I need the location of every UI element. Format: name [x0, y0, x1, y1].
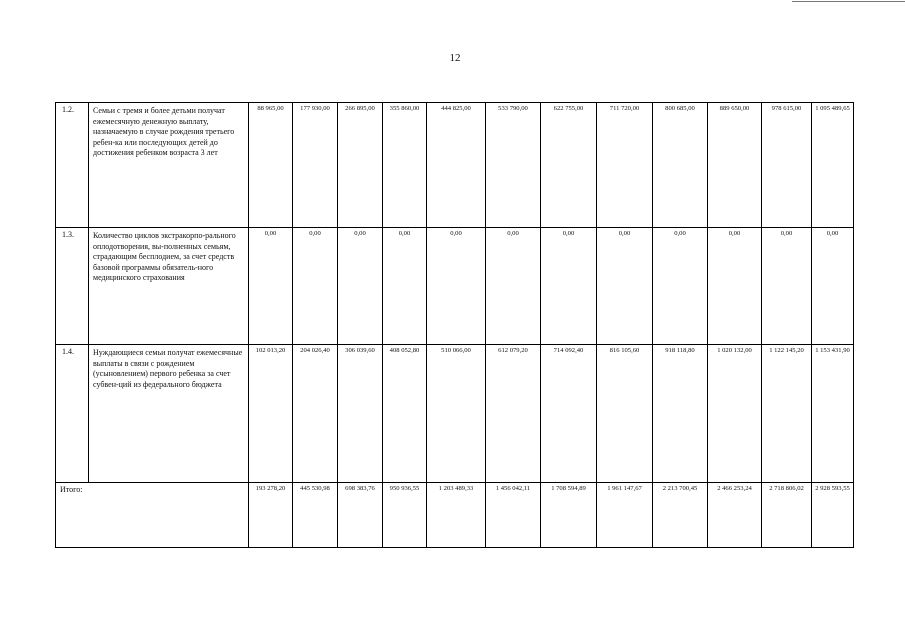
- total-value-cell: 193 278,20: [249, 483, 293, 548]
- value-cell: 0,00: [597, 228, 653, 345]
- data-table: [55, 102, 854, 548]
- value-cell: 800 685,00: [653, 103, 708, 228]
- value-cell: 177 930,00: [293, 103, 338, 228]
- value-cell: 978 615,00: [762, 103, 812, 228]
- row-description: Семьи с тремя и более детьми получат ежемесячную денежную выплату, назначаемую в случае рождения третьего ребен-ка или последующих детей до достижения ребенком возраста 3 лет: [89, 103, 249, 228]
- row-number: 1.2.: [56, 103, 89, 228]
- value-cell: 355 860,00: [383, 103, 427, 228]
- value-cell: 0,00: [812, 228, 854, 345]
- total-value-cell: 2 213 700,45: [653, 483, 708, 548]
- value-cell: 0,00: [383, 228, 427, 345]
- value-cell: 1 095 489,65: [812, 103, 854, 228]
- value-cell: 0,00: [762, 228, 812, 345]
- total-row: [56, 483, 854, 548]
- total-value-cell: 2 928 593,55: [812, 483, 854, 548]
- row-description: Нуждающиеся семьи получат ежемесячные выплаты в связи с рождением (усыновлением) первого ребенка за счет субвен-ций из федерального бюджета: [89, 345, 249, 483]
- value-cell: 533 790,00: [486, 103, 541, 228]
- value-cell: 622 755,00: [541, 103, 597, 228]
- value-cell: 0,00: [486, 228, 541, 345]
- page-number: 12: [449, 52, 461, 64]
- value-cell: 0,00: [293, 228, 338, 345]
- value-cell: 88 965,00: [249, 103, 293, 228]
- value-cell: 510 066,00: [427, 345, 486, 483]
- value-cell: 1 122 145,20: [762, 345, 812, 483]
- total-value-cell: 950 936,55: [383, 483, 427, 548]
- table-row: [56, 345, 854, 483]
- value-cell: 0,00: [427, 228, 486, 345]
- value-cell: 918 118,80: [653, 345, 708, 483]
- total-value-cell: 1 203 489,33: [427, 483, 486, 548]
- value-cell: 1 020 132,00: [708, 345, 762, 483]
- total-label: Итого:: [56, 483, 249, 548]
- value-cell: 0,00: [338, 228, 383, 345]
- value-cell: 889 650,00: [708, 103, 762, 228]
- value-cell: 102 013,20: [249, 345, 293, 483]
- value-cell: 1 153 431,90: [812, 345, 854, 483]
- value-cell: 204 026,40: [293, 345, 338, 483]
- value-cell: 711 720,00: [597, 103, 653, 228]
- table-row: [56, 228, 854, 345]
- value-cell: 0,00: [708, 228, 762, 345]
- table-row: [56, 103, 854, 228]
- value-cell: 0,00: [249, 228, 293, 345]
- row-number: 1.4.: [56, 345, 89, 483]
- total-value-cell: 1 456 042,11: [486, 483, 541, 548]
- scan-edge-line: [792, 1, 905, 2]
- value-cell: 0,00: [541, 228, 597, 345]
- value-cell: 266 895,00: [338, 103, 383, 228]
- total-value-cell: 698 383,76: [338, 483, 383, 548]
- total-value-cell: 2 718 806,02: [762, 483, 812, 548]
- row-number: 1.3.: [56, 228, 89, 345]
- value-cell: 408 052,80: [383, 345, 427, 483]
- row-description: Количество циклов экстракорпо-рального оплодотворения, вы-полненных семьям, страдающим бесплодием, за счет средств базовой программы обязатель-ного медицинского страхования: [89, 228, 249, 345]
- value-cell: 0,00: [653, 228, 708, 345]
- value-cell: 306 039,60: [338, 345, 383, 483]
- total-value-cell: 445 530,98: [293, 483, 338, 548]
- value-cell: 714 092,40: [541, 345, 597, 483]
- value-cell: 816 105,60: [597, 345, 653, 483]
- total-value-cell: 1 961 147,67: [597, 483, 653, 548]
- total-value-cell: 2 466 253,24: [708, 483, 762, 548]
- value-cell: 612 079,20: [486, 345, 541, 483]
- total-value-cell: 1 708 594,89: [541, 483, 597, 548]
- value-cell: 444 825,00: [427, 103, 486, 228]
